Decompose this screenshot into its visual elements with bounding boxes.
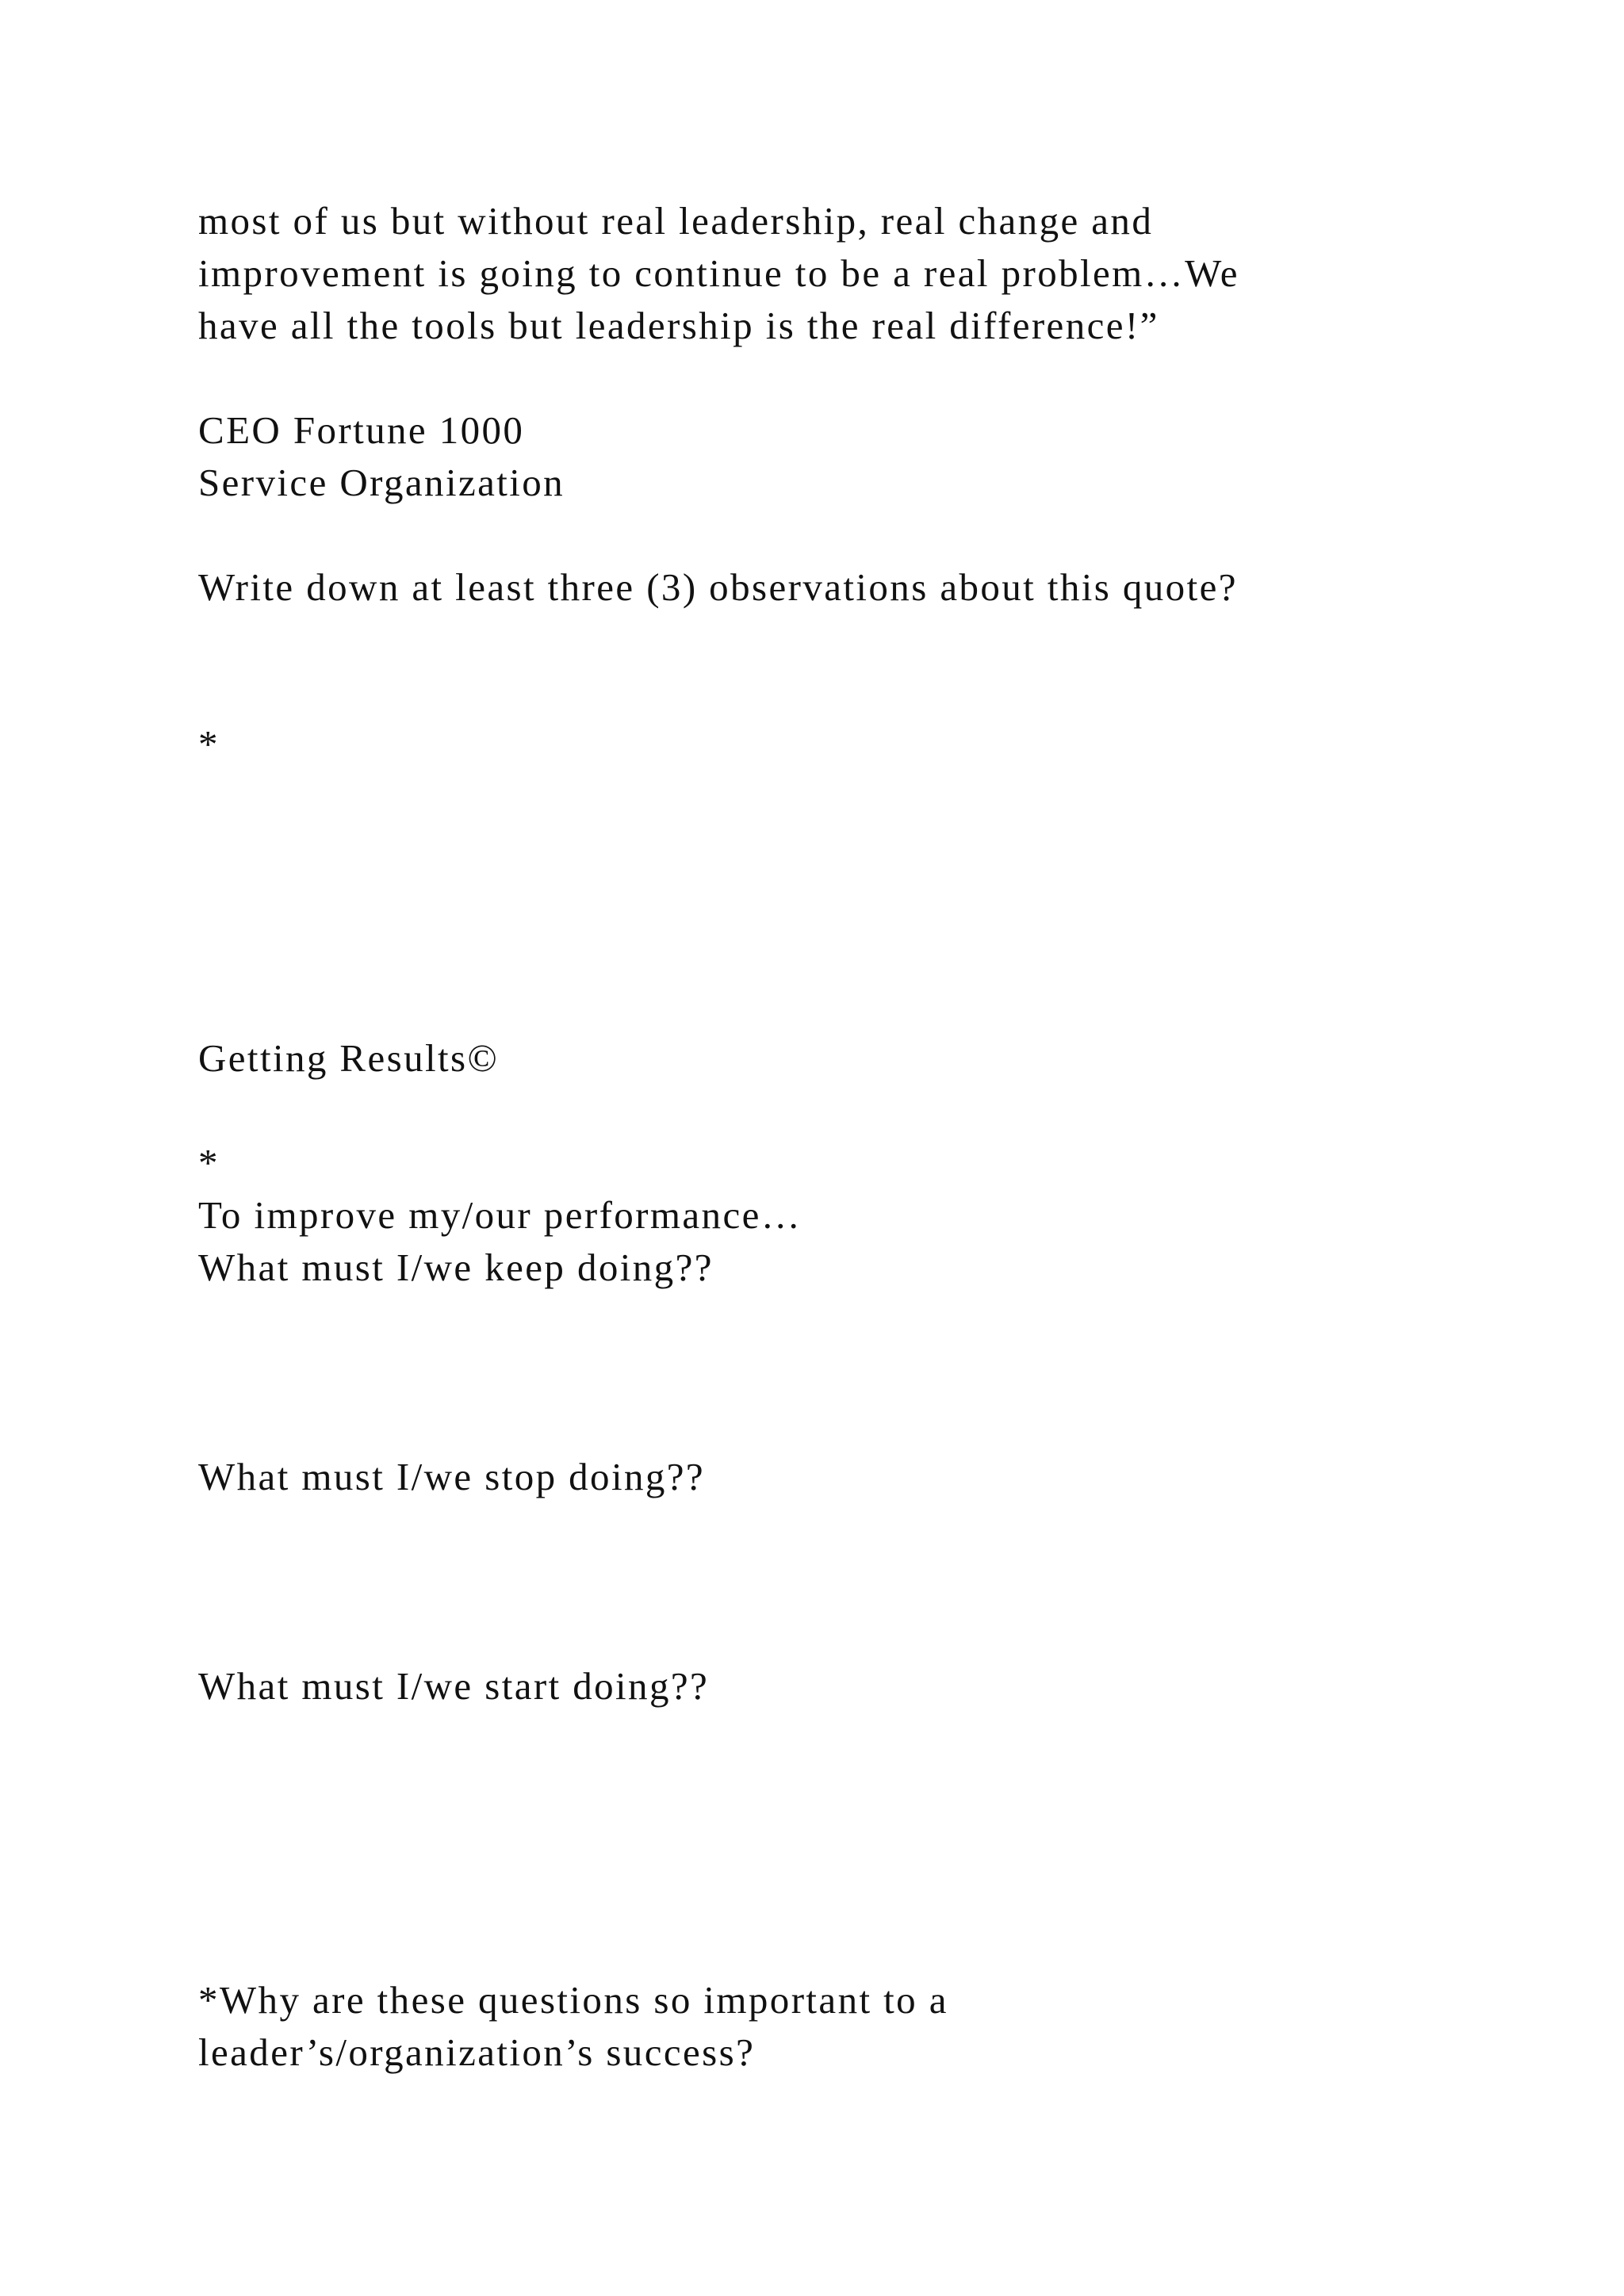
observations-prompt: Write down at least three (3) observations about this quote?	[198, 565, 1238, 609]
attribution-organization: Service Organization	[198, 461, 565, 504]
quote-line-1: most of us but without real leadership, real change and	[198, 199, 1154, 243]
bullet-marker: *	[198, 1141, 220, 1184]
question-stop-doing: What must I/we stop doing??	[198, 1455, 706, 1498]
closing-question-line-1: *Why are these questions so important to a	[198, 1978, 948, 2022]
bullet-marker: *	[198, 722, 220, 766]
question-start-doing: What must I/we start doing??	[198, 1664, 710, 1708]
quote-line-3: have all the tools but leadership is the real difference!”	[198, 304, 1159, 347]
attribution-title: CEO Fortune 1000	[198, 408, 525, 452]
quote-line-2: improvement is going to continue to be a real problem…We	[198, 251, 1239, 295]
section-title: Getting Results©	[198, 1036, 500, 1080]
closing-question-line-2: leader’s/organization’s success?	[198, 2030, 756, 2074]
questions-intro: To improve my/our performance…	[198, 1193, 802, 1237]
question-keep-doing: What must I/we keep doing??	[198, 1246, 714, 1289]
